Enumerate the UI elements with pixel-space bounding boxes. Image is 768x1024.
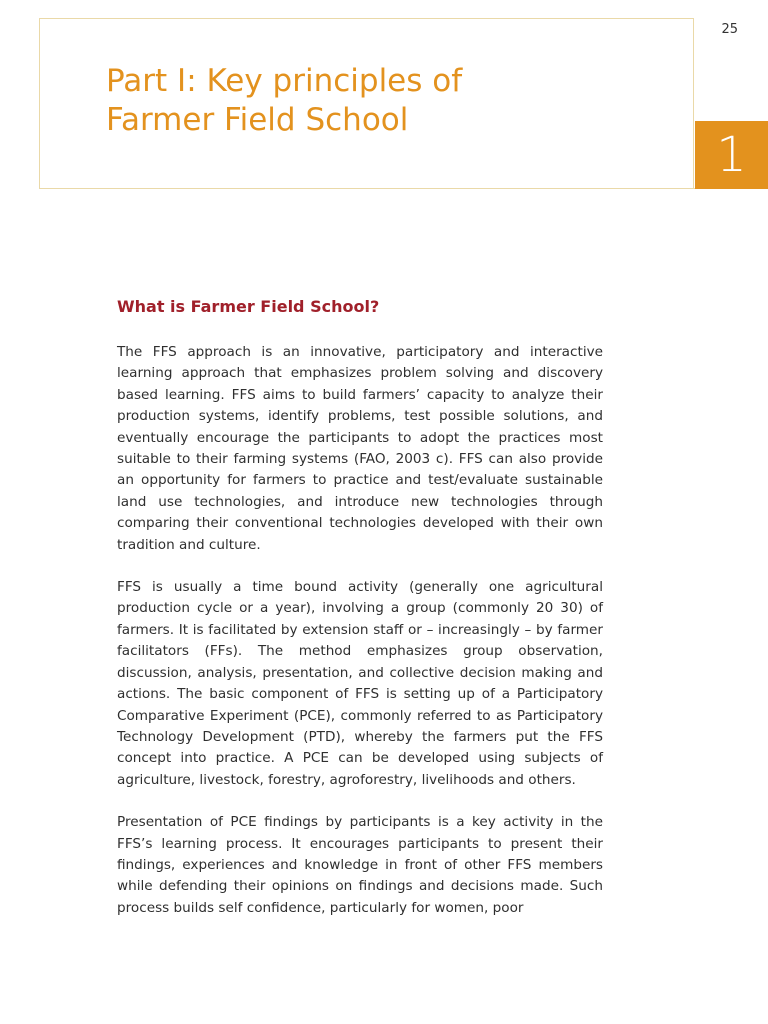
paragraph-3: Presentation of PCE findings by participants is a key activity in the FFS’s learning process. It encourages participants to present their findings, experiences and knowledge in front of other FFS members while defending their opinions on findings and decisions made. Such process builds self confidence, particularly for women, poor bbox=[117, 814, 603, 916]
part-title-line-1: Part I: Key principles of bbox=[106, 63, 463, 99]
page-number: 25 bbox=[721, 22, 738, 37]
part-title bbox=[106, 62, 666, 140]
body-text bbox=[117, 342, 603, 940]
chapter-number-badge: 1 bbox=[695, 121, 768, 189]
section-heading: What is Farmer Field School? bbox=[117, 297, 380, 316]
paragraph-1: The FFS approach is an innovative, participatory and interactive learning approach that emphasizes problem solving and discovery based learning. FFS aims to build farmers’ capacity to analyze their production systems, identify problems, test possible solutions, and eventually encourage the participants to adopt the practices most suitable to their farming systems (FAO, 2003 c). FFS can also provide an opportunity for farmers to practice and test/evaluate sustainable land use technologies, and introduce new technologies through comparing their conventional technologies developed with their own tradition and culture. bbox=[117, 344, 603, 553]
paragraph-2: FFS is usually a time bound activity (generally one agricultural production cycle or a year), involving a group (commonly 20 30) of farmers. It is facilitated by extension staff or – increasingly – by farmer facilitators (FFs). The method emphasizes group observation, discussion, analysis, presentation, and collective decision making and actions. The basic component of FFS is setting up of a Participatory Comparative Experiment (PCE), commonly referred to as Participatory Technology Development (PTD), whereby the farmers put the FFS concept into practice. A PCE can be developed using subjects of agriculture, livestock, forestry, agroforestry, livelihoods and others. bbox=[117, 579, 603, 788]
part-title-line-2: Farmer Field School bbox=[106, 102, 409, 138]
